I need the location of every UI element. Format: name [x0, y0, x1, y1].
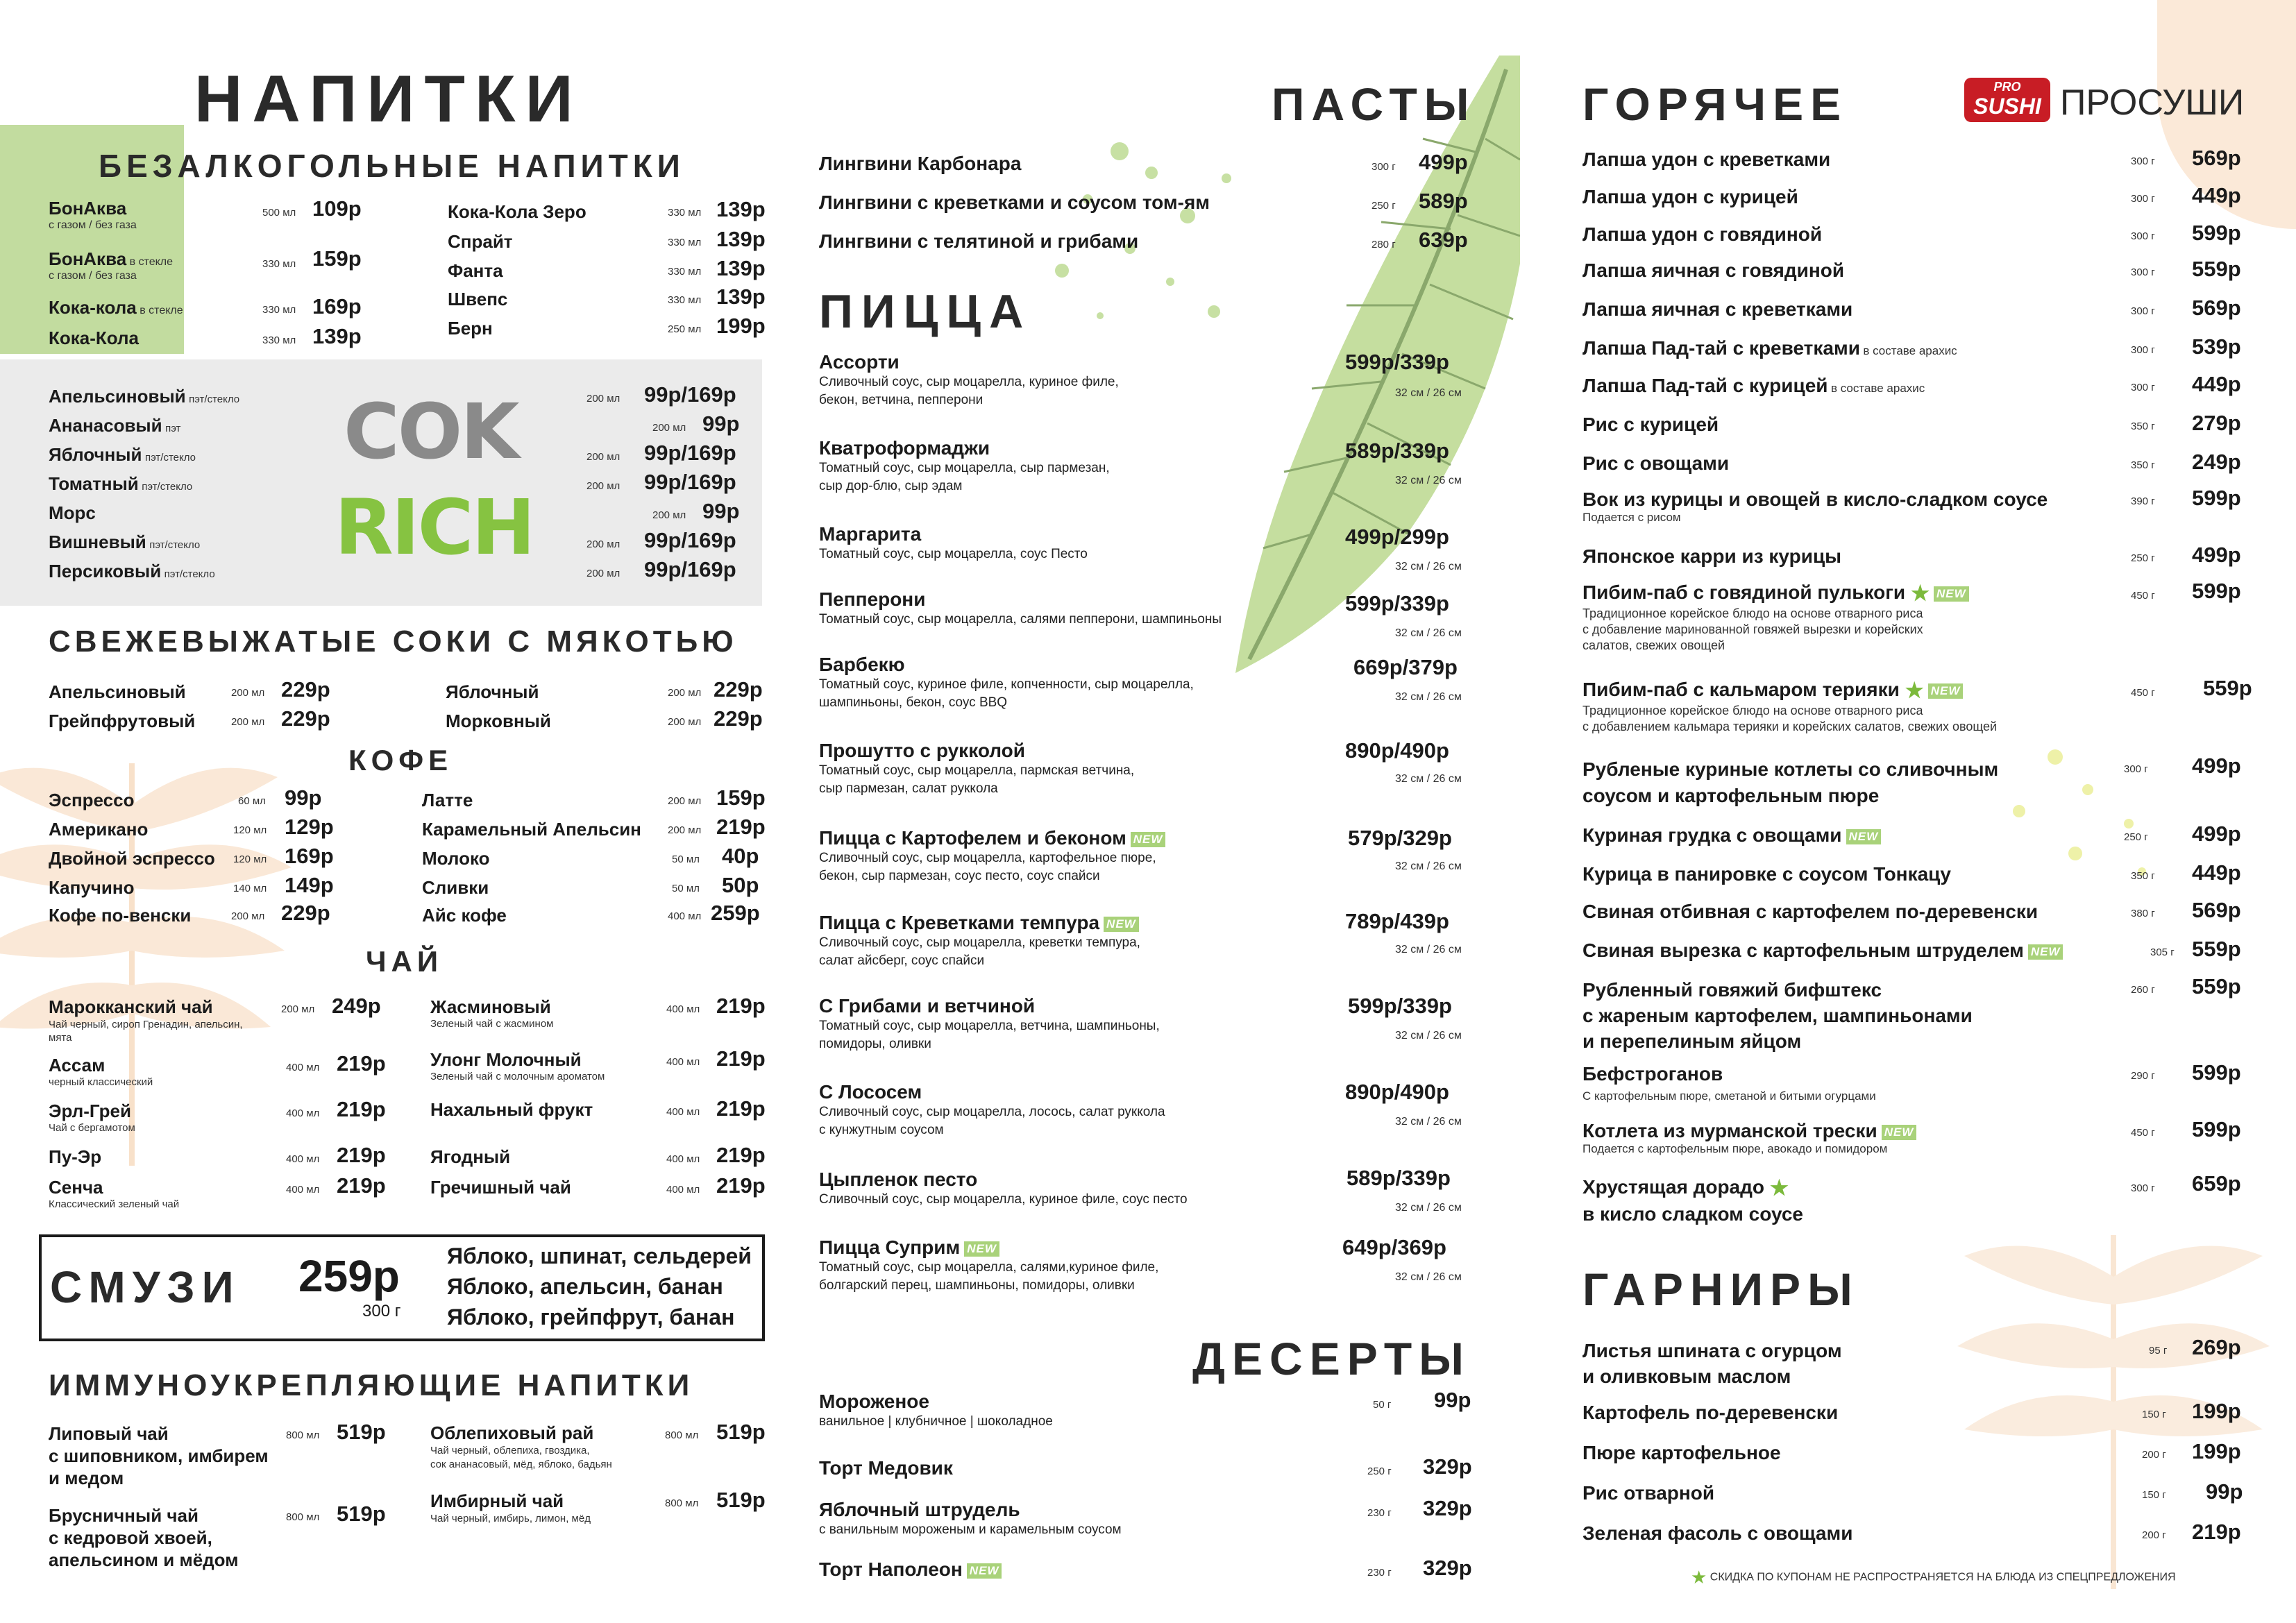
list-item: С Грибами и ветчиной Томатный соус, сыр моцарелла, ветчина, шампиньоны, помидоры, оливки — [819, 995, 1160, 1051]
list-item: Японское карри из курицы — [1582, 545, 1842, 567]
list-item: Цыпленок песто Сливочный соус, сыр моцарелла, куриное филе, соус песто — [819, 1169, 1188, 1207]
soft-drinks-title: БЕЗАЛКОГОЛЬНЫЕ НАПИТКИ — [99, 148, 685, 184]
list-item: Яблочный пэт/стекло — [49, 444, 196, 465]
immune-drinks-title: ИММУНОУКРЕПЛЯЮЩИЕ НАПИТКИ — [49, 1368, 694, 1402]
list-item: Рис с курицей — [1582, 414, 1719, 435]
list-item: Маргарита Томатный соус, сыр моцарелла, соус Песто — [819, 523, 1088, 561]
list-item: Кватроформаджи Томатный соус, сыр моцарелла, сыр пармезан, сыр дор-блю, сыр эдам — [819, 437, 1110, 493]
list-item: Американо — [49, 819, 149, 840]
coupon-footnote: ★ СКИДКА ПО КУПОНАМ НЕ РАСПРОСТРАНЯЕТСЯ НА БЛЮДА ИЗ СПЕЦПРЕДЛОЖЕНИЯ — [1691, 1567, 2176, 1588]
star-icon: ★ — [1691, 1567, 1707, 1588]
list-item: Лапша Пад-тай с курицей в составе арахис — [1582, 375, 1925, 396]
list-item: Вишневый пэт/стекло — [49, 532, 201, 552]
fresh-juices-title: СВЕЖЕВЫЖАТЫЕ СОКИ С МЯКОТЬЮ — [49, 624, 738, 658]
list-item: Лапша удон с курицей — [1582, 186, 1798, 207]
list-item: Имбирный чай Чай черный, имбирь, лимон, мёд — [430, 1490, 591, 1524]
desserts-title: ДЕСЕРТЫ — [1192, 1333, 1471, 1384]
list-item: С Лососем Сливочный соус, сыр моцарелла, лосось, салат руккола с кунжутным соусом — [819, 1081, 1165, 1137]
list-item: Ягодный — [430, 1146, 511, 1167]
cok-logo-text: COK — [344, 387, 518, 476]
list-item: Пицца Суприм NEW Томатный соус, сыр моцарелла, салями,куриное филе, болгарский перец, шампиньоны, помидоры, оливки — [819, 1237, 1159, 1293]
palm-leaf-left-decoration — [0, 722, 292, 1173]
list-item: Торт Наполеон NEW — [819, 1558, 1002, 1581]
list-item: Эспрессо — [49, 790, 135, 810]
list-item: БонАква в стекле с газом / без газа — [49, 248, 174, 282]
list-item: Швепс — [448, 289, 508, 309]
list-item: Лингвини с креветками и соусом том-ям — [819, 192, 1210, 213]
list-item: Фанта — [448, 260, 503, 281]
list-item: Пицца с Картофелем и беконом NEW Сливочный соус, сыр моцарелла, картофельное пюре, бекон, сыр пармезан, соус песто, соус спайси — [819, 827, 1165, 885]
list-item: Двойной эспрессо — [49, 848, 215, 869]
list-item: Пу-Эр — [49, 1146, 102, 1167]
hot-dishes-title: ГОРЯЧЕЕ — [1582, 78, 1848, 130]
smoothie-option: Яблоко, апельсин, банан — [447, 1274, 723, 1299]
list-item: Липовый чай с шиповником, имбирем и медом — [49, 1423, 269, 1488]
list-item: Айс кофе — [422, 905, 507, 926]
list-item: Куриная грудка с овощами NEW — [1582, 824, 1881, 847]
list-item: Брусничный чай с кедровой хвоей, апельсином и мёдом — [49, 1505, 239, 1570]
new-badge: NEW — [1104, 917, 1139, 932]
new-badge: NEW — [1882, 1125, 1917, 1140]
rich-logo-text: RICH — [335, 483, 534, 572]
list-item: Картофель по-деревенски — [1582, 1402, 1839, 1423]
list-item: Капучино — [49, 877, 135, 898]
smoothie-volume: 300 г — [362, 1302, 401, 1320]
list-item: Пепперони Томатный соус, сыр моцарелла, салями пепперони, шампиньоны — [819, 588, 1222, 627]
list-item: Нахальный фрукт — [430, 1099, 593, 1120]
list-item: Вок из курицы и овощей в кисло-сладком соусе Подается с рисом — [1582, 488, 2048, 524]
list-item: Гречишный чай — [430, 1177, 571, 1198]
brand-name: ПРОСУШИ — [2060, 83, 2245, 123]
list-item: Листья шпината с огурцом и оливковым маслом — [1582, 1340, 1842, 1387]
star-icon: ★ — [1911, 582, 1930, 606]
list-item: Рубленые куриные котлеты со сливочным соусом и картофельным пюре — [1582, 758, 1999, 806]
list-item: Морковный — [446, 711, 551, 731]
coffee-title: КОФЕ — [348, 744, 453, 776]
list-item: Кофе по-венски — [49, 905, 192, 926]
tea-title: ЧАЙ — [366, 945, 444, 978]
list-item: Лапша удон с говядиной — [1582, 223, 1823, 245]
list-item: Кока-кола в стекле — [49, 297, 183, 318]
smoothie-option: Яблоко, грейпфрут, банан — [447, 1305, 735, 1329]
list-item: Пицца с Креветками темпура NEW Сливочный соус, сыр моцарелла, креветки темпура, салат айсберг, соус спайси — [819, 912, 1140, 968]
list-item: Кока-Кола — [49, 328, 139, 348]
new-badge: NEW — [964, 1241, 999, 1257]
list-item: Жасминовый Зеленый чай с жасмином — [430, 996, 554, 1030]
list-item: Рис отварной — [1582, 1482, 1715, 1504]
list-item: Котлета из мурманской трески NEW Подается с картофельным пюре, авокадо и помидором — [1582, 1120, 1916, 1156]
list-item: Лапша яичная с говядиной — [1582, 260, 1845, 281]
list-item: Мороженое ванильное | клубничное | шоколадное — [819, 1391, 1053, 1429]
smoothie-option: Яблоко, шпинат, сельдерей — [447, 1243, 752, 1268]
list-item: Латте — [422, 790, 473, 810]
smoothie-price: 259р — [298, 1251, 400, 1301]
list-item: Пюре картофельное — [1582, 1442, 1781, 1463]
pizza-title: ПИЦЦА — [819, 285, 1032, 338]
list-item: Яблочный — [446, 681, 539, 702]
list-item: Сенча Классический зеленый чай — [49, 1177, 180, 1210]
list-item: Грейпфрутовый — [49, 711, 196, 731]
list-item: Рубленный говяжий бифштекс с жареным картофелем, шампиньонами и перепелиным яйцом — [1582, 979, 1973, 1052]
star-icon: ★ — [1905, 679, 1924, 703]
list-item: Морс — [49, 502, 96, 523]
list-item: Молоко — [422, 848, 490, 869]
list-item: Лингвини Карбонара — [819, 153, 1022, 174]
list-item: Облепиховый рай Чай черный, облепиха, гвоздика, сок ананасовый, мёд, яблоко, бадьян — [430, 1422, 612, 1470]
list-item: Торт Медовик — [819, 1457, 953, 1479]
new-badge: NEW — [2028, 944, 2063, 960]
list-item: Свиная отбивная с картофелем по-деревенски — [1582, 901, 2038, 922]
pasta-title: ПАСТЫ — [1272, 78, 1476, 130]
new-badge: NEW — [1928, 683, 1964, 699]
list-item: Карамельный Апельсин — [422, 819, 641, 840]
new-badge: NEW — [1131, 832, 1166, 847]
list-item: Спрайт — [448, 231, 513, 252]
list-item: Пибим-паб с кальмаром терияки ★ NEW Традиционное корейское блюдо на основе отварного риса с добавлением кальмара терияки и корейских салатов, свежих овощей — [1582, 679, 1998, 734]
list-item: Пибим-паб с говядиной пулькоги ★ NEW Традиционное корейское блюдо на основе отварного риса с добавление маринованной говяжей вырезки и корейских салатов, свежих овощей — [1582, 581, 1969, 654]
list-item: Курица в панировке с соусом Тонкацу — [1582, 863, 1951, 885]
list-item: Свиная вырезка с картофельным штруделем NEW — [1582, 940, 2063, 962]
drinks-title: НАПИТКИ — [194, 62, 583, 136]
star-icon: ★ — [1770, 1177, 1789, 1200]
list-item: Ананасовый пэт — [49, 415, 181, 436]
new-badge: NEW — [1934, 586, 1969, 602]
list-item: Персиковый пэт/стекло — [49, 561, 215, 581]
list-item: Сливки — [422, 877, 489, 898]
list-item: Ассам черный классический — [49, 1055, 153, 1088]
list-item: Лапша удон с креветками — [1582, 148, 1831, 170]
list-item: Лапша Пад-тай с креветками в составе арахис — [1582, 337, 1957, 359]
list-item: Улонг Молочный Зеленый чай с молочным ароматом — [430, 1049, 605, 1082]
list-item: Барбекю Томатный соус, куриное филе, копченности, сыр моцарелла, шампиньоны, бекон, соус BBQ — [819, 654, 1194, 710]
list-item: Прошутто с рукколой Томатный соус, сыр моцарелла, пармская ветчина, сыр пармезан, салат руккола — [819, 740, 1135, 796]
smoothie-title: СМУЗИ — [50, 1262, 241, 1312]
new-badge: NEW — [1846, 829, 1882, 844]
list-item: Марокканский чай Чай черный, сироп Гренадин, апельсин, мята — [49, 996, 243, 1044]
list-item: Лингвини с телятиной и грибами — [819, 230, 1139, 252]
list-item: Яблочный штрудель с ванильным мороженым и карамельным соусом — [819, 1499, 1122, 1537]
list-item: Кока-Кола Зеро — [448, 201, 586, 222]
list-item: Эрл-Грей Чай с бергамотом — [49, 1101, 135, 1134]
list-item: Зеленая фасоль с овощами — [1582, 1522, 1853, 1544]
list-item: Томатный пэт/стекло — [49, 473, 193, 494]
list-item: Ассорти Сливочный соус, сыр моцарелла, куриное филе, бекон, ветчина, пепперони — [819, 351, 1119, 407]
list-item: Бефстроганов С картофельным пюре, сметаной и битыми огурцами — [1582, 1063, 1876, 1103]
sides-title: ГАРНИРЫ — [1582, 1264, 1859, 1315]
list-item: Рис с овощами — [1582, 452, 1730, 474]
prosushi-logo: PRO SUSHI — [1964, 78, 2050, 122]
new-badge: NEW — [967, 1563, 1002, 1579]
list-item: Хрустящая дорадо ★ в кисло сладком соусе — [1582, 1176, 1803, 1225]
list-item: Лапша яичная с креветками — [1582, 298, 1853, 320]
list-item: БонАква с газом / без газа — [49, 198, 137, 231]
list-item: Апельсиновый — [49, 681, 186, 702]
list-item: Апельсиновый пэт/стекло — [49, 386, 240, 407]
list-item: Берн — [448, 318, 493, 339]
